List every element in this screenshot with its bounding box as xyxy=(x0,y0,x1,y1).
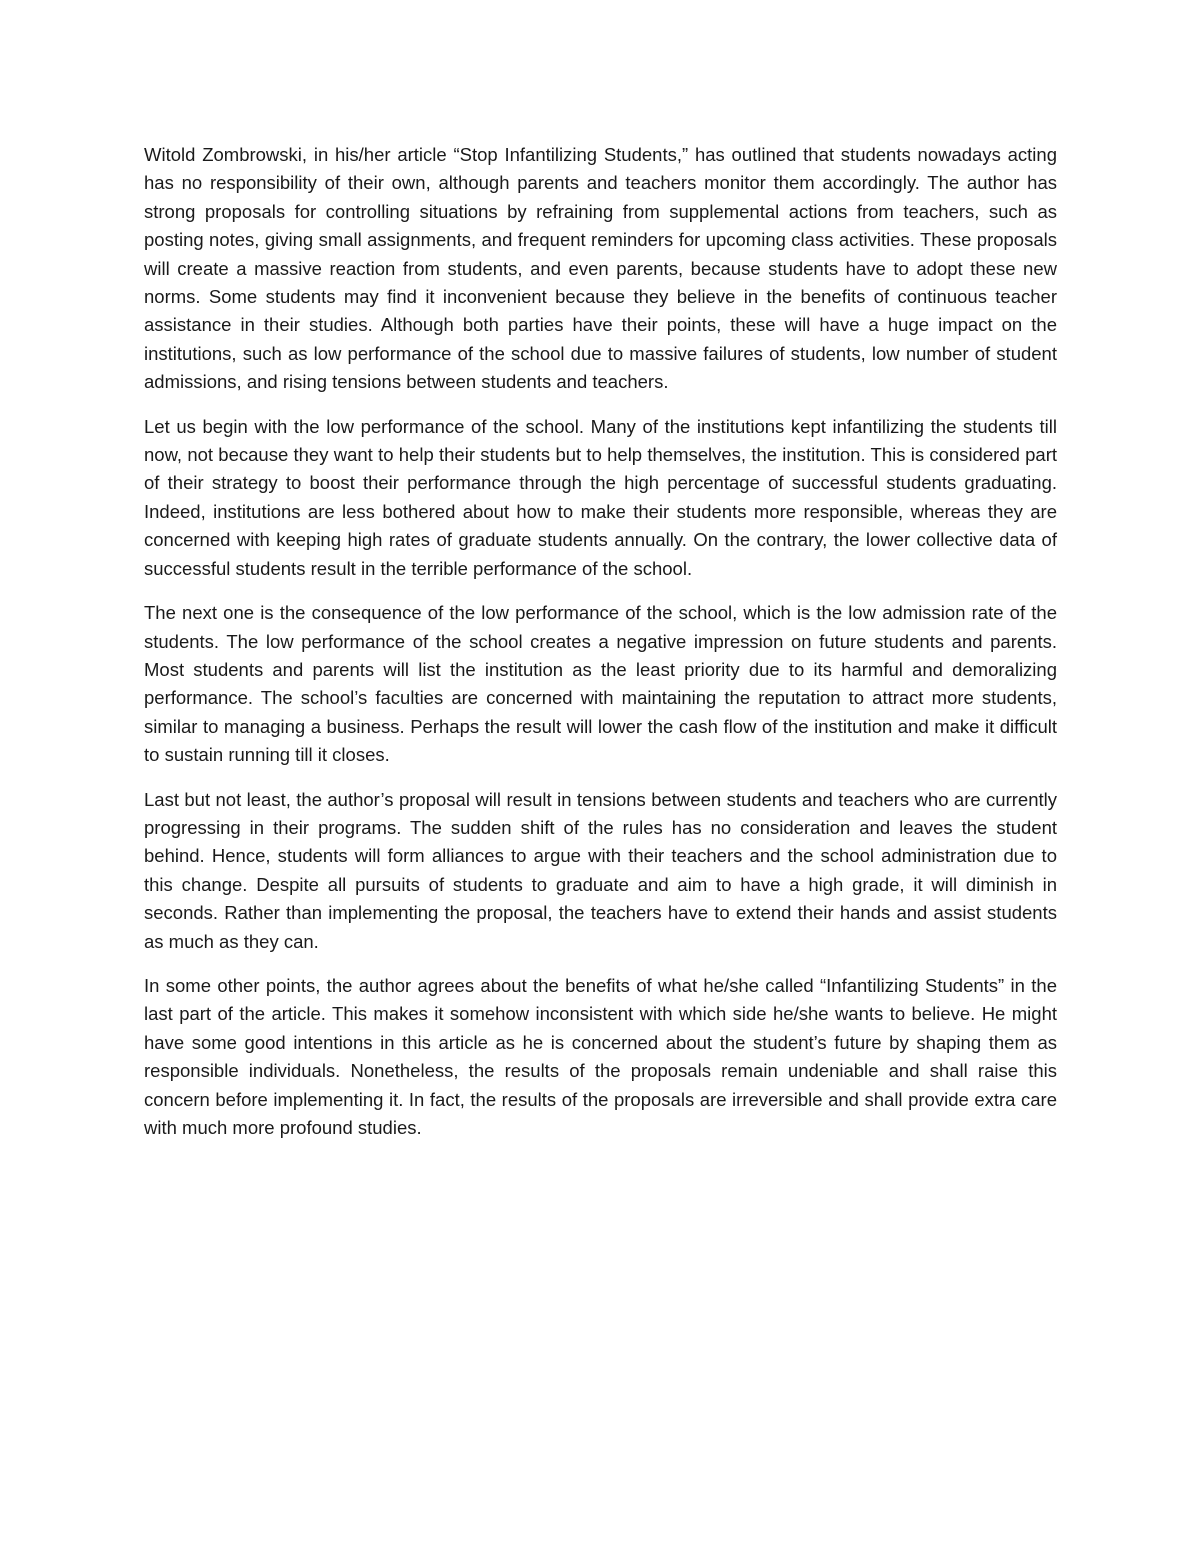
paragraph-admission-rate: The next one is the consequence of the low performance of the school, which is the low admission rate of the students. The low performance of the school creates a negative impression on future students and parents. Most students and parents will list the institution as the least priority due to its harmful and demoralizing performance. The school’s faculties are concerned with maintaining the reputation to attract more students, similar to managing a business. Perhaps the result will lower the cash flow of the institution and make it difficult to sustain running till it closes. xyxy=(144,602,1057,766)
paragraph-tensions: Last but not least, the author’s proposal will result in tensions between students and teachers who are currently progressing in their programs. The sudden shift of the rules has no consideration and leaves the student behind. Hence, students will form alliances to argue with their teachers and the school administration due to this change. Despite all pursuits of students to graduate and aim to have a high grade, it will diminish in seconds. Rather than implementing the proposal, the teachers have to extend their hands and assist students as much as they can. xyxy=(144,788,1057,952)
document-body xyxy=(144,141,1057,1158)
paragraph-conclusion: In some other points, the author agrees about the benefits of what he/she called “Infantilizing Students” in the last part of the article. This makes it somehow inconsistent with which side he/she wants to believe. He might have some good intentions in this article as he is concerned about the student’s future by shaping them as responsible individuals. Nonetheless, the results of the proposals remain undeniable and shall raise this concern before implementing it. In fact, the results of the proposals are irreversible and shall provide extra care with much more profound studies. xyxy=(144,974,1057,1138)
paragraph-intro: Witold Zombrowski, in his/her article “Stop Infantilizing Students,” has outlined that students nowadays acting has no responsibility of their own, although parents and teachers monitor them accordingly. The author has strong proposals for controlling situations by refraining from supplemental actions from teachers, such as posting notes, giving small assignments, and frequent reminders for upcoming class activities. These proposals will create a massive reaction from students, and even parents, because students have to adopt these new norms. Some students may find it inconvenient because they believe in the benefits of continuous teacher assistance in their studies. Although both parties have their points, these will have a huge impact on the institutions, such as low performance of the school due to massive failures of students, low number of student admissions, and rising tensions between students and teachers. xyxy=(144,144,1057,393)
paragraph-low-performance: Let us begin with the low performance of the school. Many of the institutions kept infantilizing the students till now, not because they want to help their students but to help themselves, the institution. This is considered part of their strategy to boost their performance through the high percentage of successful students graduating. Indeed, institutions are less bothered about how to make their students more responsible, whereas they are concerned with keeping high rates of graduate students annually. On the contrary, the lower collective data of successful students result in the terrible performance of the school. xyxy=(144,415,1057,579)
